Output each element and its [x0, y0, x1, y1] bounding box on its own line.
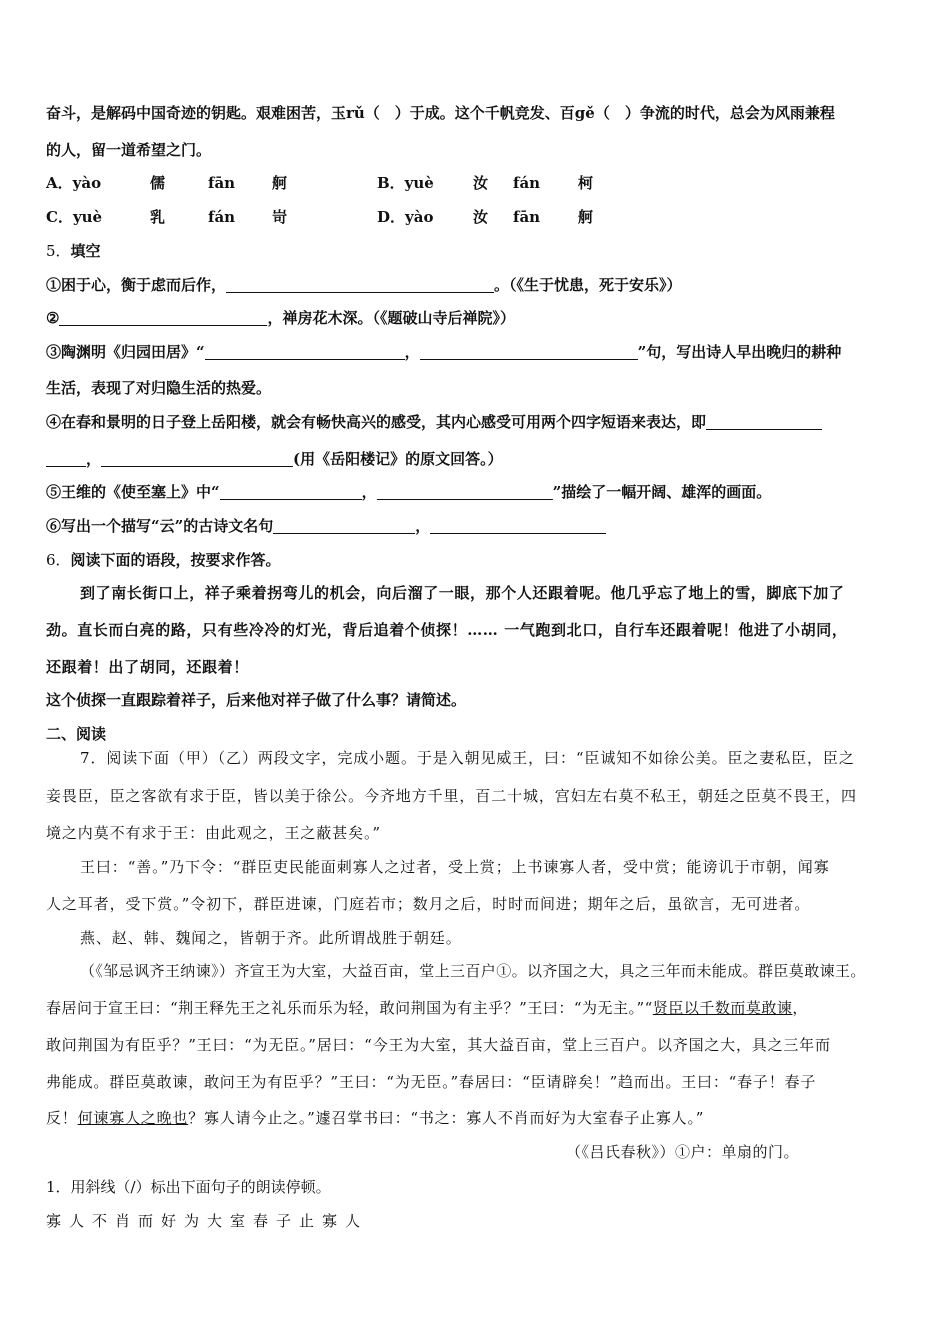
q7-line10: 弗能成。群臣莫敢谏，敢问王为有臣乎？”王曰：“为无臣。”春居曰：“臣请辟矣！”趋而出。王曰：“春子！春子	[46, 1073, 817, 1091]
q5-number: 5．	[46, 242, 71, 260]
option-d-char2: fān	[513, 208, 541, 226]
q7-line8-tail: ，	[792, 999, 808, 1017]
q4-stem-line1: 奋斗，是解码中国奇迹的钥匙。艰难困苦，玉rǔ（ ）于成。这个千帆竞发、百gě（ ）争流的时代，总会为风雨兼程	[46, 104, 835, 122]
q7-line9: 敢问荆国为有臣乎？”王曰：“为无臣。”居曰：“今王为大室，其大益百亩，堂上三百户。以齐国之大，具之三年而	[46, 1036, 831, 1054]
q7-underlined-phrase1: 贤臣以千数而莫敢谏	[652, 999, 793, 1017]
q6-heading	[46, 550, 281, 570]
q5-item3	[46, 342, 841, 362]
q7-line11-text: 反！	[46, 1109, 78, 1127]
option-b-char1: 汝	[473, 174, 489, 192]
q5-item4-source: (用《岳阳楼记》的原文回答。）	[293, 450, 503, 468]
option-d-label: D．yào	[377, 208, 434, 226]
q5-item6-blank2[interactable]	[430, 518, 606, 534]
sub1-heading	[46, 1177, 331, 1197]
q4-stem-line2: 的人，留一道希望之门。	[46, 141, 212, 159]
q7-underlined-phrase2: 何谏寡人之晚也	[77, 1109, 189, 1127]
q5-item3-blank1[interactable]	[205, 344, 405, 360]
q5-item6	[46, 516, 606, 536]
q5-item5-text: ⑤王维的《使至塞上》中“	[46, 483, 220, 501]
q5-item1-text: ①困于心，衡于虑而后作，	[46, 276, 227, 294]
sub1-sentence[interactable]: 寡人不肖而好为大室春子止寡人	[46, 1212, 369, 1230]
q5-item4-text: ④在春和景明的日子登上岳阳楼，就会有畅快高兴的感受，其内心感受可用两个四字短语来表达，即	[46, 413, 707, 431]
q7-source-note: （《吕氏春秋》）①户：单扇的门。	[566, 1143, 800, 1161]
q5-item2-blank[interactable]	[59, 310, 267, 326]
option-c-label: C．yuè	[46, 208, 103, 226]
option-c-char1: 乳	[150, 208, 166, 226]
option-a-char3: 舸	[272, 174, 288, 192]
section2-title: 二、阅读	[46, 725, 107, 743]
option-a-char1: 儒	[150, 174, 166, 192]
option-b-char3: 柯	[578, 174, 594, 192]
q5-item4-line2	[46, 449, 503, 469]
q5-item3-text: ③陶渊明《归园田居》“	[46, 343, 205, 361]
q5-item1-source: 。（《生于忧患，死于安乐》）	[494, 276, 682, 294]
option-a-char2: fān	[208, 174, 236, 192]
option-b-char2: fán	[513, 174, 541, 192]
q5-item6-blank1[interactable]	[273, 518, 415, 534]
q5-item6-comma: ，	[415, 517, 431, 535]
q5-item4	[46, 412, 822, 432]
q7-line5: 人之耳者，受下赏。”令初下，群臣进谏，门庭若市；数月之后，时时而间进；期年之后，虽欲言，无可进者。	[46, 895, 811, 913]
q6-number: 6．	[46, 551, 71, 569]
q5-item2-text: ，禅房花木深。（《题破山寺后禅院》）	[267, 309, 515, 327]
q6-question: 这个侦探一直跟踪着祥子，后来他对祥子做了什么事？请简述。	[46, 691, 467, 709]
option-a-label: A．yào	[46, 174, 102, 192]
q5-item5	[46, 482, 771, 502]
q7-line6: 燕、赵、韩、魏闻之，皆朝于齐。此所谓战胜于朝廷。	[80, 929, 462, 947]
q7-line4: 王曰：“善。”乃下令：“群臣吏民能面刺寡人之过者，受上赏；上书谏寡人者，受中赏；能谤讥于市朝，闻寡	[80, 858, 830, 876]
q5-item2	[46, 308, 515, 328]
q5-item3-tail: ”句，写出诗人早出晚归的耕种	[637, 343, 842, 361]
q5-item4-blank1a[interactable]	[706, 414, 822, 430]
q5-item6-text: ⑥写出一个描写“云”的古诗文名句	[46, 517, 274, 535]
q7-line7: （《邹忌讽齐王纳谏》）齐宣王为大室，大益百亩，堂上三百户①。以齐国之大，具之三年而未能成。群臣莫敢谏王。	[80, 962, 866, 980]
q7-line8	[46, 998, 808, 1018]
q7-line1: 7．阅读下面（甲）（乙）两段文字，完成小题。于是入朝见威王，曰：“臣诚知不如徐公美。臣之妻私臣，臣之	[80, 749, 855, 767]
q5-item5-tail: ”描绘了一幅开阔、雄浑的画面。	[552, 483, 772, 501]
q7-line8-text: 春居问于宣王曰：“荆王释先王之礼乐而乐为轻，敢问荆国为有主乎？”王曰：“为无主。”“	[46, 999, 653, 1017]
q5-title: 填空	[70, 242, 101, 260]
q6-passage-line2: 劲。直长而白亮的路，只有些冷冷的灯光，背后追着个侦探！…… 一气跑到北口，自行车还跟着呢！他进了小胡同，	[46, 621, 848, 639]
q5-heading	[46, 241, 101, 261]
q5-item1-blank[interactable]	[226, 277, 494, 293]
option-b-label: B．yuè	[377, 174, 434, 192]
q5-item1	[46, 275, 682, 295]
q7-line3: 境之内莫不有求于王：由此观之，王之蔽甚矣。”	[46, 824, 381, 842]
q5-item5-comma: ，	[361, 483, 377, 501]
q5-item5-blank1[interactable]	[220, 484, 362, 500]
q6-passage-line1: 到了南长街口上，祥子乘着拐弯儿的机会，向后溜了一眼，那个人还跟着呢。他几乎忘了地上的雪，脚底下加了	[80, 584, 845, 602]
q6-title: 阅读下面的语段，按要求作答。	[70, 551, 281, 569]
option-d-char1: 汝	[473, 208, 489, 226]
q5-item4-blank2[interactable]	[101, 451, 293, 467]
option-c-char3: 岢	[272, 208, 288, 226]
q7-line11-tail: ？寡人请今止之。”遽召掌书曰：“书之：寡人不肖而好为大室春子止寡人。”	[188, 1109, 705, 1127]
q7-line2: 妾畏臣，臣之客欲有求于臣，皆以美于徐公。今齐地方千里，百二十城，宫妇左右莫不私王，朝廷之臣莫不畏王，四	[46, 787, 857, 805]
sub1-title: 用斜线（/）标出下面句子的朗读停顿。	[70, 1178, 331, 1196]
option-c-char2: fán	[208, 208, 236, 226]
q6-passage-line3: 还跟着！出了胡同，还跟着！	[46, 658, 249, 676]
q5-item2-marker: ②	[46, 309, 60, 327]
q5-item3-comma: ，	[404, 343, 420, 361]
q5-item5-blank2[interactable]	[377, 484, 553, 500]
sub1-number: 1．	[46, 1178, 71, 1196]
q5-item4-comma: ，	[86, 450, 102, 468]
q7-line11	[46, 1108, 704, 1128]
q5-item3-blank2[interactable]	[420, 344, 638, 360]
q5-item3-line2: 生活，表现了对归隐生活的热爱。	[46, 379, 272, 397]
option-d-char3: 舸	[578, 208, 594, 226]
q5-item4-blank1b[interactable]	[46, 451, 86, 467]
